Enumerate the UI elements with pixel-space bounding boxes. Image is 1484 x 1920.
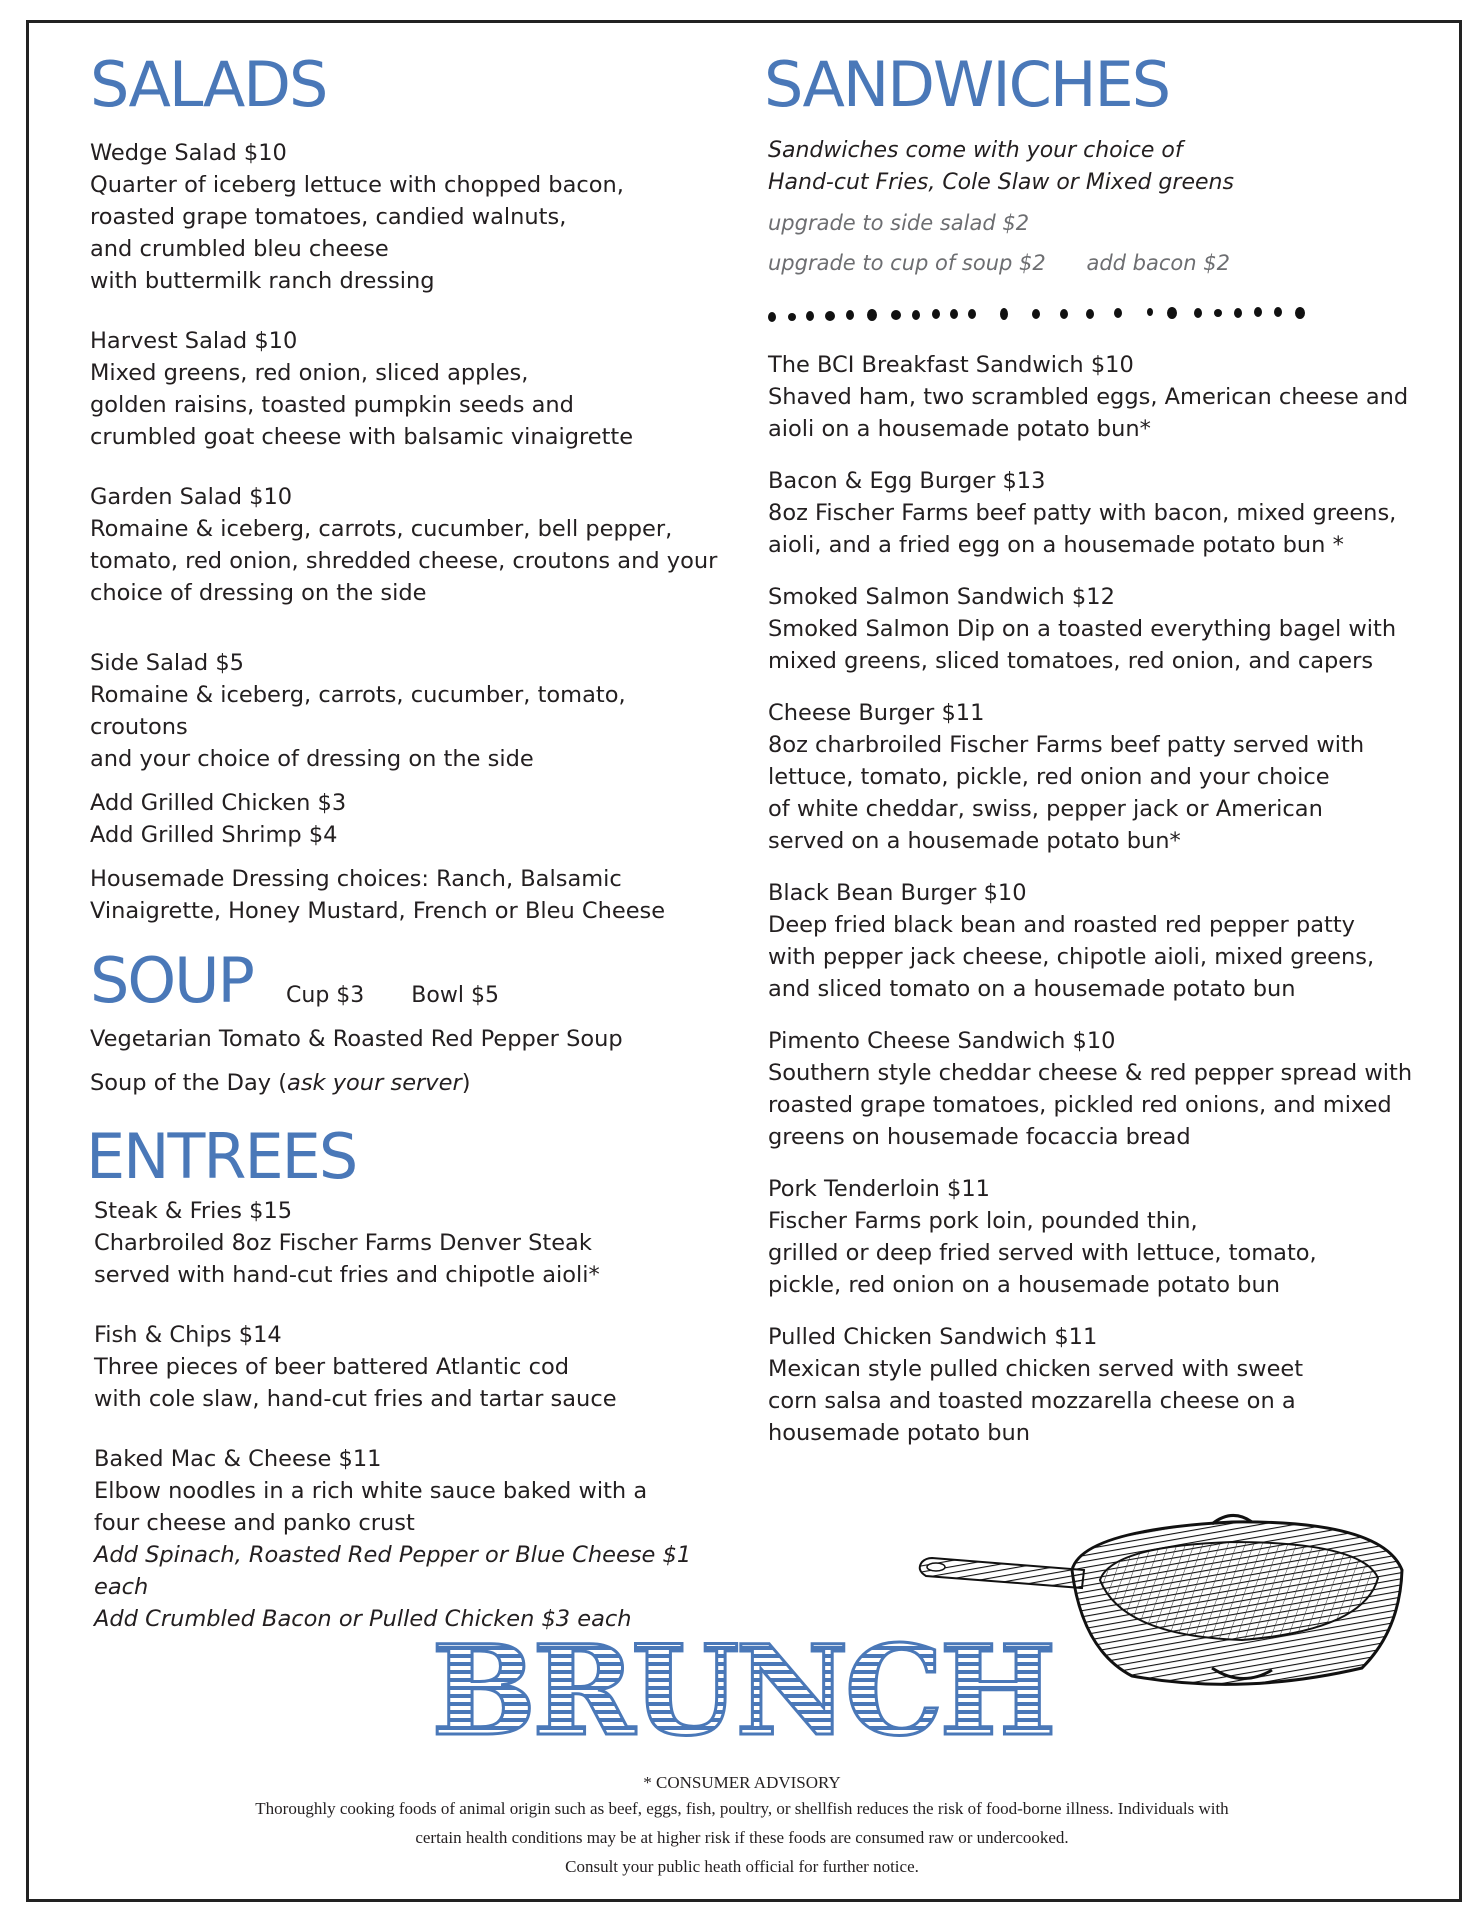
soup-item (90, 1067, 730, 1099)
addon-chicken: Add Grilled Chicken $3 (90, 790, 347, 816)
item-name: Pork Tenderloin $11 (768, 1176, 990, 1202)
salad-addons (90, 787, 730, 851)
menu-item (90, 325, 730, 453)
advisory-line: certain health conditions may be at higher risk if these foods are consumed raw or undercooked. (415, 1828, 1069, 1847)
item-desc-line: four cheese and panko crust (94, 1510, 415, 1536)
menu-item (94, 1443, 730, 1635)
item-desc-line: corn salsa and toasted mozzarella cheese on a (768, 1388, 1296, 1414)
add-bacon: add bacon $2 (1086, 251, 1230, 275)
item-desc-line: with buttermilk ranch dressing (90, 268, 435, 294)
item-desc-line: mixed greens, sliced tomatoes, red onion, and capers (768, 648, 1374, 674)
menu-item (768, 877, 1428, 1005)
menu-item (94, 1195, 730, 1291)
menu-item (768, 1173, 1428, 1301)
item-name: Harvest Salad $10 (90, 328, 298, 354)
salads-heading: SALADS (90, 48, 327, 121)
brunch-text: BRUNCH (431, 1619, 1053, 1764)
item-desc-line: greens on housemade focaccia bread (768, 1124, 1191, 1150)
advisory-line: Thoroughly cooking foods of animal origin such as beef, eggs, fish, poultry, or shellfish reduces the risk of food-borne illness. Individuals with (255, 1799, 1229, 1818)
item-desc-line: Deep fried black bean and roasted red pepper patty (768, 912, 1355, 938)
menu-item (768, 581, 1428, 677)
item-name: Black Bean Burger $10 (768, 880, 1027, 906)
item-name: Side Salad $5 (90, 650, 244, 676)
item-name: Steak & Fries $15 (94, 1198, 293, 1224)
item-desc-line: Quarter of iceberg lettuce with chopped bacon, (90, 172, 624, 198)
item-desc-line: served on a housemade potato bun* (768, 828, 1181, 854)
item-desc-line: and your choice of dressing on the side (90, 746, 534, 772)
menu-item (768, 349, 1428, 445)
item-desc-line: lettuce, tomato, pickle, red onion and your choice (768, 764, 1330, 790)
menu-item (90, 647, 730, 775)
item-desc-line: Mixed greens, red onion, sliced apples, (90, 360, 529, 386)
note-line: Hand-cut Fries, Cole Slaw or Mixed greens (768, 170, 1234, 195)
item-desc-line: Charbroiled 8oz Fischer Farms Denver Steak (94, 1230, 592, 1256)
item-desc-line: tomato, red onion, shredded cheese, croutons and your (90, 548, 718, 574)
item-name: Smoked Salmon Sandwich $12 (768, 584, 1115, 610)
advisory-line: Consult your public heath official for further notice. (565, 1857, 919, 1876)
item-name: Fish & Chips $14 (94, 1322, 282, 1348)
left-column (86, 45, 730, 1635)
mac-addon-line: Add Crumbled Bacon or Pulled Chicken $3 each (94, 1606, 632, 1632)
item-name: Garden Salad $10 (90, 484, 293, 510)
item-desc-line: Elbow noodles in a rich white sauce baked with a (94, 1478, 648, 1504)
item-name: Pulled Chicken Sandwich $11 (768, 1324, 1098, 1350)
item-desc-line: Romaine & iceberg, carrots, cucumber, tomato, croutons (90, 682, 626, 740)
item-name: Pimento Cheese Sandwich $10 (768, 1028, 1116, 1054)
item-desc-line: Smoked Salmon Dip on a toasted everything bagel with (768, 616, 1397, 642)
item-desc-line: Shaved ham, two scrambled eggs, American cheese and (768, 384, 1409, 410)
dressing-line: Housemade Dressing choices: Ranch, Balsamic (90, 866, 622, 892)
soup-of-day-close: ) (461, 1070, 471, 1096)
consumer-advisory (120, 1772, 1364, 1881)
item-desc-line: Fischer Farms pork loin, pounded thin, (768, 1208, 1198, 1234)
menu-item (768, 465, 1428, 561)
item-name: Wedge Salad $10 (90, 140, 287, 166)
item-desc-line: aioli on a housemade potato bun* (768, 416, 1151, 442)
item-name: Cheese Burger $11 (768, 700, 985, 726)
item-desc-line: crumbled goat cheese with balsamic vinaigrette (90, 424, 634, 450)
soup-of-day (90, 1067, 730, 1099)
item-desc-line: choice of dressing on the side (90, 580, 427, 606)
upgrade-soup: upgrade to cup of soup $2 (768, 251, 1046, 275)
dressing-choices (90, 863, 730, 927)
upgrades (768, 203, 1428, 283)
item-desc-line: 8oz charbroiled Fischer Farms beef patty served with (768, 732, 1365, 758)
entrees-heading: ENTREES (86, 1120, 357, 1193)
menu-item (94, 1319, 730, 1415)
item-desc-line: golden raisins, toasted pumpkin seeds and (90, 392, 574, 418)
note-line: Sandwiches come with your choice of (768, 138, 1183, 163)
item-desc-line: with pepper jack cheese, chipotle aioli, mixed greens, (768, 944, 1375, 970)
item-desc-line: housemade potato bun (768, 1420, 1031, 1446)
menu-item (768, 1025, 1428, 1153)
item-desc-line: of white cheddar, swiss, pepper jack or American (768, 796, 1323, 822)
menu-item (768, 697, 1428, 857)
brunch-title (431, 1619, 1053, 1764)
item-desc-line: Three pieces of beer battered Atlantic cod (94, 1354, 569, 1380)
sandwiches-heading: SANDWICHES (764, 48, 1170, 121)
advisory-title: * CONSUMER ADVISORY (643, 1773, 841, 1792)
dressing-line: Vinaigrette, Honey Mustard, French or Bleu Cheese (90, 898, 666, 924)
item-desc-line: roasted grape tomatoes, pickled red onions, and mixed (768, 1092, 1392, 1118)
item-desc-line: pickle, red onion on a housemade potato bun (768, 1272, 1280, 1298)
item-desc-line: and sliced tomato on a housemade potato bun (768, 976, 1296, 1002)
soup-of-day-note: ask your server (287, 1070, 462, 1096)
item-desc-line: roasted grape tomatoes, candied walnuts, (90, 204, 567, 230)
mac-addon-line: Add Spinach, Roasted Red Pepper or Blue Cheese $1 each (94, 1542, 692, 1600)
item-desc-line: Mexican style pulled chicken served with sweet (768, 1356, 1304, 1382)
addon-shrimp: Add Grilled Shrimp $4 (90, 822, 338, 848)
soup-of-day-label: Soup of the Day ( (90, 1070, 288, 1096)
soup-heading: SOUP (90, 944, 253, 1017)
right-column (764, 45, 1428, 1449)
item-desc-line: aioli, and a fried egg on a housemade potato bun * (768, 532, 1344, 558)
item-name: Bacon & Egg Burger $13 (768, 468, 1046, 494)
item-name: Baked Mac & Cheese $11 (94, 1446, 382, 1472)
menu-item (90, 137, 730, 297)
soup-item (90, 1023, 730, 1055)
soup-prices (286, 983, 539, 1008)
soup-bowl-price: Bowl $5 (411, 983, 499, 1008)
item-desc-line: Southern style cheddar cheese & red pepper spread with (768, 1060, 1413, 1086)
item-desc-line: 8oz Fischer Farms beef patty with bacon, mixed greens, (768, 500, 1397, 526)
dot-divider (768, 303, 1368, 327)
item-desc-line: served with hand-cut fries and chipotle aioli* (94, 1262, 600, 1288)
menu-item (90, 481, 730, 609)
item-desc-line: and crumbled bleu cheese (90, 236, 389, 262)
item-desc-line: Romaine & iceberg, carrots, cucumber, bell pepper, (90, 516, 673, 542)
sandwich-sides-note (768, 135, 1428, 199)
soup-header-row (90, 945, 730, 1017)
item-name: The BCI Breakfast Sandwich $10 (768, 352, 1134, 378)
upgrade-salad: upgrade to side salad $2 (768, 211, 1030, 235)
item-desc-line: with cole slaw, hand-cut fries and tartar sauce (94, 1386, 617, 1412)
item-desc-line: grilled or deep fried served with lettuce, tomato, (768, 1240, 1317, 1266)
soup-name: Vegetarian Tomato & Roasted Red Pepper Soup (90, 1026, 623, 1052)
menu-item (768, 1321, 1428, 1449)
soup-cup-price: Cup $3 (286, 983, 365, 1008)
